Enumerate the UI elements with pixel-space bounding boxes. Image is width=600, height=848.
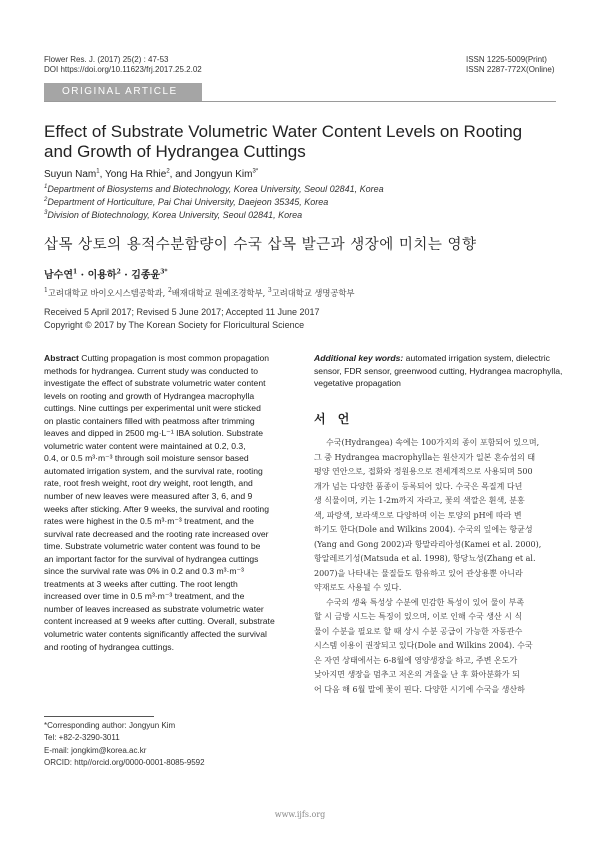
telephone: Tel: +82-2-3290-3011 (44, 733, 120, 743)
article-dates: Received 5 April 2017; Revised 5 June 2017; Accepted 11 June 2017 (44, 307, 320, 317)
email-link[interactable]: E-mail: jongkim@korea.ac.kr (44, 745, 147, 755)
affiliation: $^1$Department of Biosystems and Biotechnology, Korea University, Seoul 02841, Korea (44, 184, 384, 194)
author-name: , and Jongyun Kim (169, 169, 253, 180)
footnote-rule (44, 716, 154, 717)
orcid-link[interactable]: ORCID: http//orcid.org/0000-0001-8085-9592 (44, 757, 205, 767)
affiliation: $^2$Department of Horticulture, Pai Chai University, Daejeon 35345, Korea (44, 197, 329, 207)
authors: Suyun Nam$^1$, Yong Ha Rhie$^2$, and Jongyun Kim$^{3*}$ (44, 168, 259, 180)
footer-website[interactable]: www.ijfs.org (274, 810, 326, 819)
korean-body-paragraph: 수국(Hydrangea) 속에는 100가지의 종이 포함되어 있으며, 그 중 Hydrangea macrophylla는 원산지가 일본 혼슈섬의 태 평양 연안으로, 접화와 정원용으로 전세계적으로 사용되며 500 개가 넘는 다양한 품종이 등록되어 있다. 수국은 목질계 다년 생 식물이며, 키는 1-2m까지 자라고, 꽃의 색깔은 흰색, 분홍 색, 파랑색, 보라색으로 다양하며 이는 토양의 pH에 따라 변 하기도 한다(Dole and Wilkins 2004). 수국의 잎에는 항균성 (Yang and Gong 2002)과 항말라리아성(Kamei et al. 2000), 항알레르기성(Matsuda et al. 1998), 항당뇨성(Zhang et al. 2007)을 나타내는 물질들도 함유하고 있어 관상용뿐 아니라 약재로도 사용될 수 있다. 수국의 생육 특성상 수분에 민감한 특성이 있어 물이 부족 할 시 금방 시드는 특징이 있으며, 이로 인해 수국 생산 시 식 물이 수분을 필요로 할 때 상시 수분 공급이 가능한 자동관수 시스템 이용이 권장되고 있다(Dole and Wilkins 2004). 수국 은 자연 상태에서는 6-8월에 영양생장을 하고, 주변 온도가 낮아지면 생장을 멈추고 저온의 겨울을 난 후 화아분화가 되 어 다음 해 6월 말에 꽃이 핀다. 다양한 시기에 수국을 생산하 (314, 438, 542, 694)
abstract-label: Abstract (44, 353, 79, 363)
keywords: Additional key words: automated irrigation system, dielectric sensor, FDR sensor, greenwood cutting, Hydrangea macrophylla, vegetative propagation (314, 353, 563, 389)
korean-affiliations: $^1$고려대학교 바이오시스템공학과, $^2$배재대학교 원예조경학부, $^3$고려대학교 생명공학부 (44, 287, 355, 298)
doi[interactable]: DOI https://doi.org/10.11623/frj.2017.25.2.02 (44, 65, 202, 74)
section-heading: 서 언 (314, 412, 354, 426)
header-rule (44, 101, 556, 102)
correspondence (44, 720, 205, 769)
article-title (44, 122, 564, 162)
korean-authors: 남수연$^1$ · 이용하$^2$ · 김종윤$^{3*}$ (44, 268, 168, 281)
article-type-badge: ORIGINAL ARTICLE (44, 83, 202, 101)
issn-print: ISSN 1225-5009(Print) (466, 55, 547, 64)
title-line: Effect of Substrate Volumetric Water Content Levels on Rooting (44, 122, 523, 141)
title-line: and Growth of Hydrangea Cuttings (44, 142, 306, 161)
copyright: Copyright © 2017 by The Korean Society for Floricultural Science (44, 320, 305, 330)
affiliation: $^3$Division of Biotechnology, Korea University, Seoul 02841, Korea (44, 210, 303, 220)
author-name: Suyun Nam (44, 169, 97, 180)
korean-title: 삽목 상토의 용적수분함량이 수국 삽목 발근과 생장에 미치는 영향 (44, 237, 477, 253)
corresponding-author: *Corresponding author: Jongyun Kim (44, 721, 176, 730)
keywords-label: Additional key words: (314, 353, 404, 363)
journal-citation: Flower Res. J. (2017) 25(2) : 47-53 (44, 55, 169, 64)
abstract: Abstract Cutting propagation is most common propagation methods for hydrangea. Current study was conducted to investigate the effect of substrate volumetric water content levels on rooting and growth of Hydrangea macrophylla cuttings. Nine cuttings per experimental unit were sticked on plastic containers filled with peatmoss after trimming leaves and dipped in 2500 mg·L⁻¹ IBA solution. Substrate volumetric water content were maintained at 0.2, 0.3, 0.4, or 0.5 m³·m⁻³ through soil moisture sensor based automated irrigation system, and the survival rate, rooting rate, root fresh weight, root dry weight, root length, and number of new leaves were measured after 3, 6, and 9 weeks after sticking. After 9 weeks, the survival and rooting rates were highest in the 0.5 m³·m⁻³ treatment, and the survival rate decreased and the rooting rate increased over time. Substrate volumetric water content was found to be an important factor for the survival of hydrangea cuttings since the survival rate was 0% in 0.2 and 0.3 m³·m⁻³ treatments at 3 weeks after cutting. The root length increased over time in 0.5 m³·m⁻³ treatment, and the number of leaves increased as substrate volumetric water content increased at 9 weeks after cutting. Overall, substrate volumetric water contents significantly affected the survival and rooting of hydrangea cuttings. (44, 353, 275, 652)
author-name: , Yong Ha Rhie (99, 169, 167, 180)
issn-online: ISSN 2287-772X(Online) (466, 65, 555, 74)
